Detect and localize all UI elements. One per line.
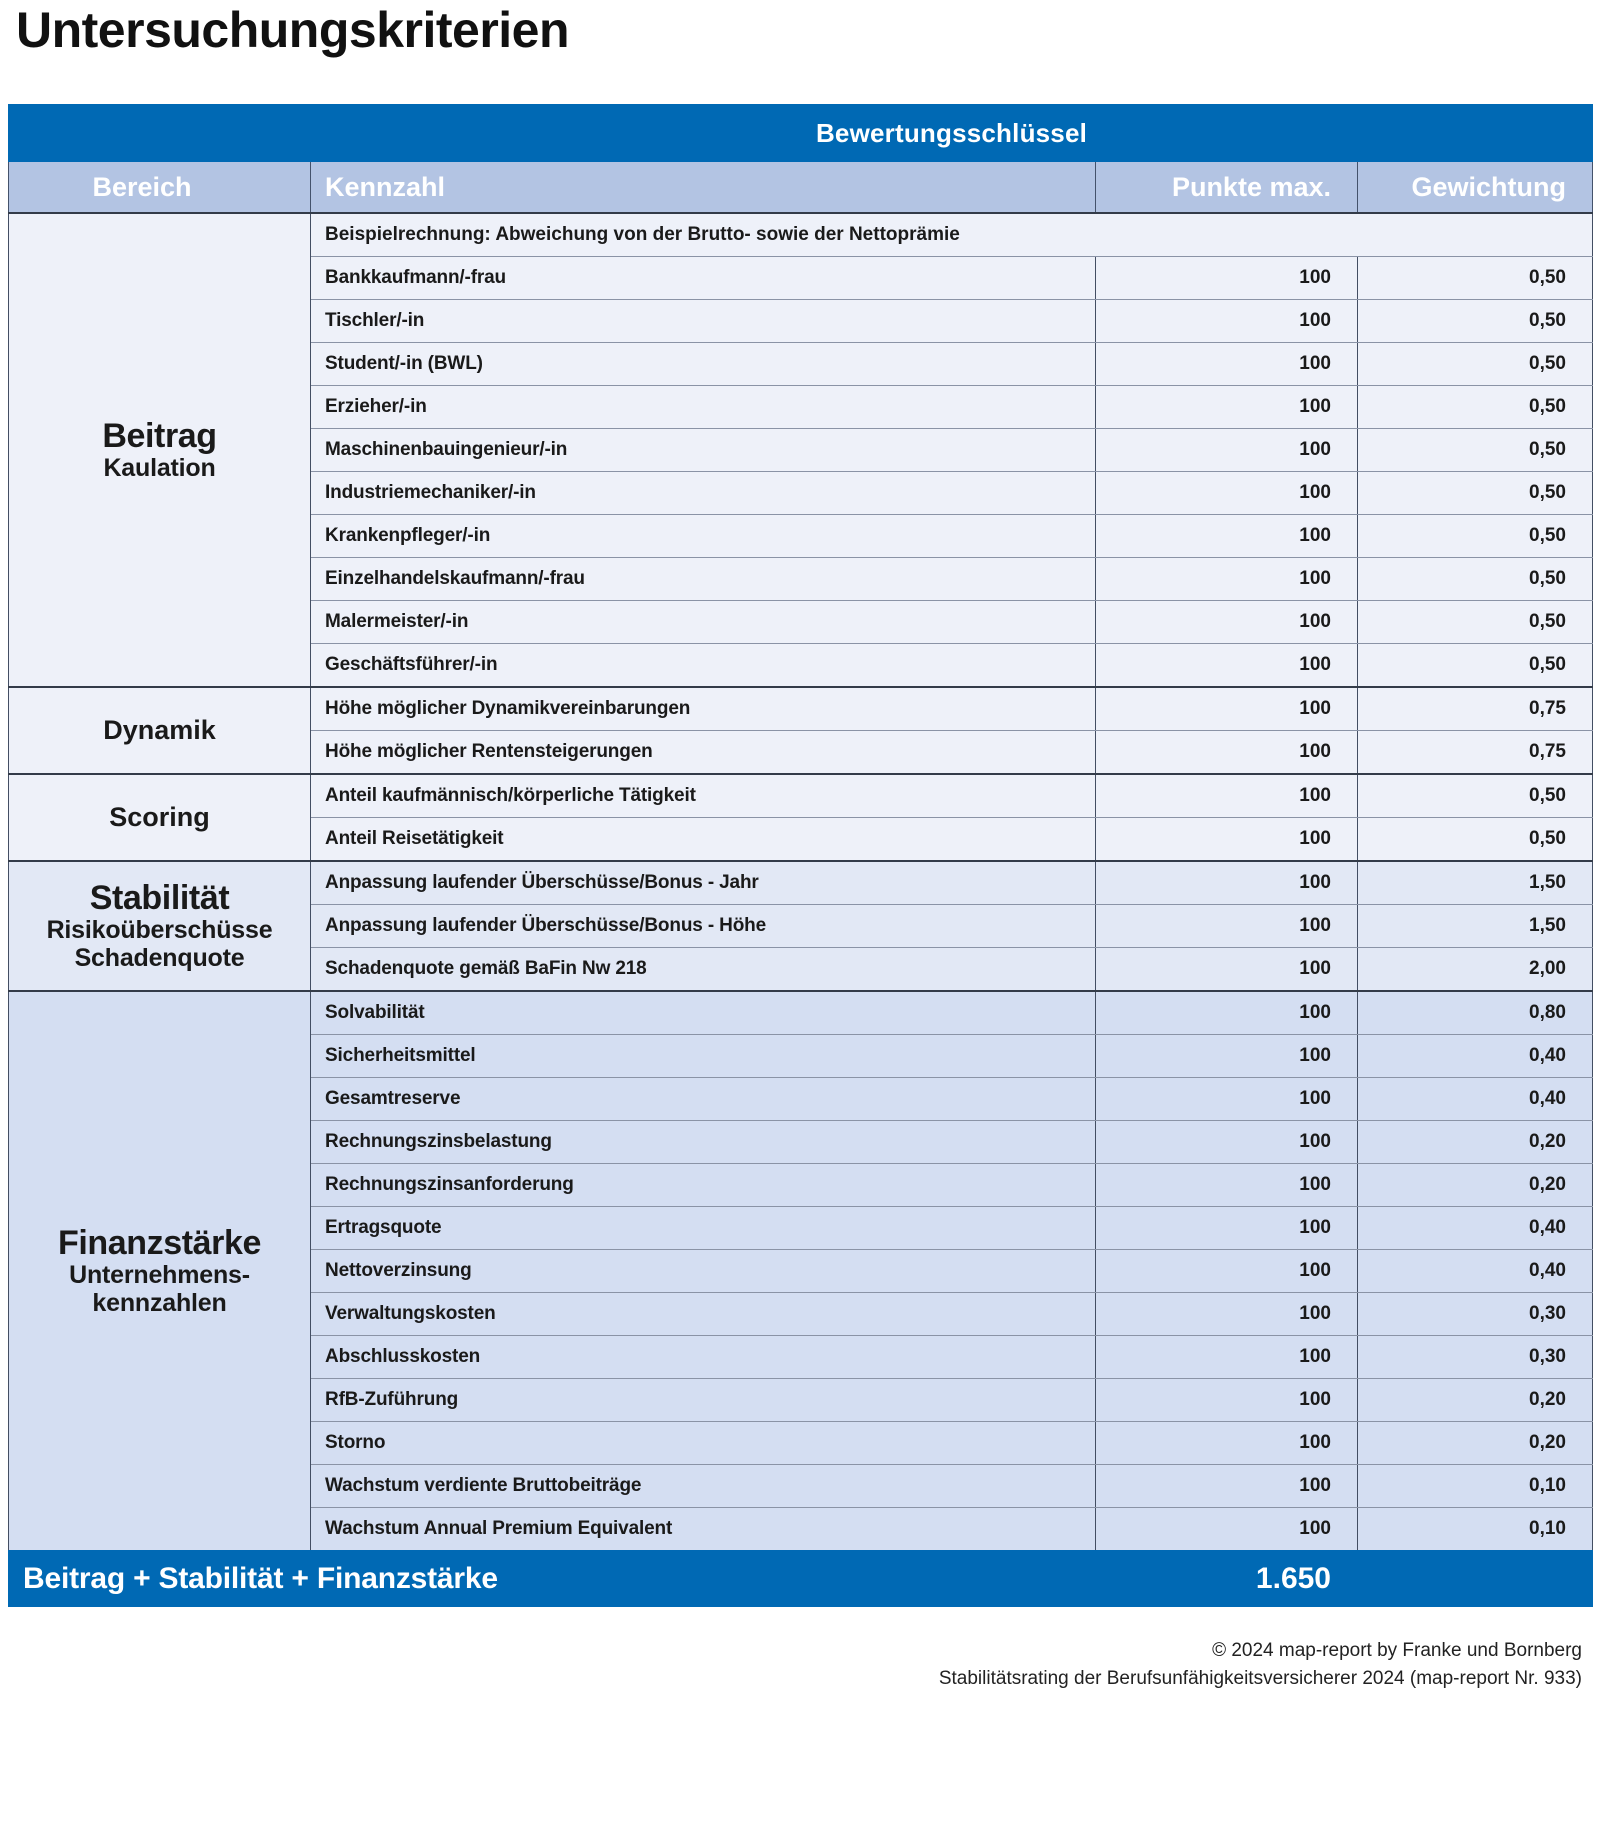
- cell-gewichtung: 2,00: [1358, 948, 1593, 992]
- cell-kennzahl: Höhe möglicher Dynamikvereinbarungen: [311, 687, 1096, 731]
- table-body: [9, 213, 1593, 1551]
- cell-gewichtung: 0,75: [1358, 731, 1593, 775]
- cell-kennzahl: Tischler/-in: [311, 300, 1096, 343]
- group-subtitle-2: kennzahlen: [92, 1289, 227, 1318]
- cell-gewichtung: 0,50: [1358, 774, 1593, 818]
- cell-kennzahl: Rechnungszinsbelastung: [311, 1121, 1096, 1164]
- cell-punkte: 100: [1096, 644, 1358, 688]
- cell-kennzahl: Gesamtreserve: [311, 1078, 1096, 1121]
- group-label-1: [9, 213, 311, 687]
- cell-punkte: 100: [1096, 1250, 1358, 1293]
- cell-kennzahl: Geschäftsführer/-in: [311, 644, 1096, 688]
- cell-punkte: 100: [1096, 1422, 1358, 1465]
- cell-punkte: 100: [1096, 991, 1358, 1035]
- cell-gewichtung: 0,80: [1358, 991, 1593, 1035]
- page-title: Untersuchungskriterien: [16, 2, 570, 58]
- cell-kennzahl: Student/-in (BWL): [311, 343, 1096, 386]
- cell-gewichtung: 1,50: [1358, 861, 1593, 905]
- cell-punkte: 100: [1096, 687, 1358, 731]
- band-title: Bewertungsschlüssel: [311, 105, 1593, 162]
- group-label-5: [9, 991, 311, 1551]
- cell-punkte: 100: [1096, 601, 1358, 644]
- table-row: [9, 861, 1593, 905]
- cell-kennzahl: Erzieher/-in: [311, 386, 1096, 429]
- row-note: Beispielrechnung: Abweichung von der Brutto- sowie der Nettoprämie: [311, 213, 1593, 257]
- cell-punkte: 100: [1096, 386, 1358, 429]
- cell-kennzahl: Krankenpfleger/-in: [311, 515, 1096, 558]
- column-header-row: [9, 162, 1593, 214]
- cell-gewichtung: 0,40: [1358, 1250, 1593, 1293]
- cell-gewichtung: 0,75: [1358, 687, 1593, 731]
- cell-punkte: 100: [1096, 1508, 1358, 1552]
- cell-kennzahl: Anteil Reisetätigkeit: [311, 818, 1096, 862]
- cell-gewichtung: 0,30: [1358, 1336, 1593, 1379]
- cell-kennzahl: Anpassung laufender Überschüsse/Bonus - Jahr: [311, 861, 1096, 905]
- cell-kennzahl: Storno: [311, 1422, 1096, 1465]
- cell-punkte: 100: [1096, 1164, 1358, 1207]
- group-subtitle-1: Unternehmens-: [69, 1261, 250, 1290]
- cell-punkte: 100: [1096, 429, 1358, 472]
- group-label-2: [9, 687, 311, 774]
- cell-gewichtung: 0,50: [1358, 386, 1593, 429]
- cell-gewichtung: 0,50: [1358, 429, 1593, 472]
- total-label: Beitrag + Stabilität + Finanzstärke: [9, 1551, 1096, 1607]
- cell-punkte: 100: [1096, 861, 1358, 905]
- cell-kennzahl: Nettoverzinsung: [311, 1250, 1096, 1293]
- cell-gewichtung: 0,10: [1358, 1465, 1593, 1508]
- cell-punkte: 100: [1096, 1293, 1358, 1336]
- table-row: [9, 213, 1593, 257]
- cell-gewichtung: 0,50: [1358, 644, 1593, 688]
- cell-gewichtung: 0,50: [1358, 515, 1593, 558]
- cell-kennzahl: Maschinenbauingenieur/-in: [311, 429, 1096, 472]
- cell-punkte: 100: [1096, 1379, 1358, 1422]
- cell-gewichtung: 0,20: [1358, 1121, 1593, 1164]
- cell-kennzahl: Ertragsquote: [311, 1207, 1096, 1250]
- cell-gewichtung: 0,50: [1358, 472, 1593, 515]
- cell-gewichtung: 0,50: [1358, 343, 1593, 386]
- total-gewichtung: [1358, 1551, 1593, 1607]
- group-name: Finanzstärke: [57, 1223, 262, 1262]
- criteria-table: [8, 104, 1593, 1607]
- group-name: Scoring: [109, 801, 210, 832]
- cell-gewichtung: 0,10: [1358, 1508, 1593, 1552]
- cell-punkte: 100: [1096, 558, 1358, 601]
- cell-gewichtung: 0,50: [1358, 257, 1593, 300]
- cell-kennzahl: Schadenquote gemäß BaFin Nw 218: [311, 948, 1096, 992]
- cell-kennzahl: Einzelhandelskaufmann/-frau: [311, 558, 1096, 601]
- cell-punkte: 100: [1096, 343, 1358, 386]
- cell-kennzahl: Abschlusskosten: [311, 1336, 1096, 1379]
- cell-gewichtung: 0,40: [1358, 1035, 1593, 1078]
- copyright-footer: [8, 1637, 1592, 1692]
- group-subtitle-1: Risikoüberschüsse: [46, 916, 273, 945]
- footer-line-1: © 2024 map-report by Franke und Bornberg: [1212, 1640, 1582, 1661]
- cell-punkte: 100: [1096, 1336, 1358, 1379]
- table-footer: [9, 1551, 1593, 1607]
- group-subtitle-2: Schadenquote: [74, 944, 245, 973]
- group-name: Stabilität: [89, 878, 230, 917]
- cell-punkte: 100: [1096, 300, 1358, 343]
- cell-gewichtung: 0,20: [1358, 1164, 1593, 1207]
- cell-kennzahl: Industriemechaniker/-in: [311, 472, 1096, 515]
- total-row: [9, 1551, 1593, 1607]
- table-row: [9, 774, 1593, 818]
- group-name: Dynamik: [103, 714, 216, 745]
- cell-punkte: 100: [1096, 1121, 1358, 1164]
- cell-punkte: 100: [1096, 948, 1358, 992]
- cell-kennzahl: RfB-Zuführung: [311, 1379, 1096, 1422]
- group-label-4: [9, 861, 311, 991]
- group-subtitle-1: Kaulation: [103, 454, 216, 483]
- cell-kennzahl: Anpassung laufender Überschüsse/Bonus - Höhe: [311, 905, 1096, 948]
- column-header-kennzahl: Kennzahl: [311, 162, 1096, 214]
- cell-kennzahl: Sicherheitsmittel: [311, 1035, 1096, 1078]
- band-spacer-left: [9, 105, 311, 162]
- cell-gewichtung: 1,50: [1358, 905, 1593, 948]
- group-name: Beitrag: [102, 416, 217, 455]
- cell-punkte: 100: [1096, 731, 1358, 775]
- table-row: [9, 687, 1593, 731]
- cell-gewichtung: 0,50: [1358, 300, 1593, 343]
- table-row: [9, 991, 1593, 1035]
- cell-kennzahl: Wachstum Annual Premium Equivalent: [311, 1508, 1096, 1552]
- cell-punkte: 100: [1096, 818, 1358, 862]
- cell-kennzahl: Solvabilität: [311, 991, 1096, 1035]
- cell-punkte: 100: [1096, 1035, 1358, 1078]
- cell-kennzahl: Rechnungszinsanforderung: [311, 1164, 1096, 1207]
- scoring-key-band: [9, 105, 1593, 162]
- column-header-bereich: Bereich: [9, 162, 311, 214]
- cell-gewichtung: 0,30: [1358, 1293, 1593, 1336]
- table-header: [9, 105, 1593, 214]
- cell-gewichtung: 0,50: [1358, 558, 1593, 601]
- column-header-punkte: Punkte max.: [1096, 162, 1358, 214]
- cell-gewichtung: 0,40: [1358, 1078, 1593, 1121]
- cell-gewichtung: 0,40: [1358, 1207, 1593, 1250]
- group-label-3: [9, 774, 311, 861]
- total-punkte: 1.650: [1096, 1551, 1358, 1607]
- cell-gewichtung: 0,20: [1358, 1422, 1593, 1465]
- cell-punkte: 100: [1096, 1207, 1358, 1250]
- cell-kennzahl: Wachstum verdiente Bruttobeiträge: [311, 1465, 1096, 1508]
- cell-gewichtung: 0,50: [1358, 601, 1593, 644]
- cell-kennzahl: Malermeister/-in: [311, 601, 1096, 644]
- column-header-gewichtung: Gewichtung: [1358, 162, 1593, 214]
- cell-gewichtung: 0,20: [1358, 1379, 1593, 1422]
- cell-punkte: 100: [1096, 515, 1358, 558]
- cell-kennzahl: Anteil kaufmännisch/körperliche Tätigkeit: [311, 774, 1096, 818]
- cell-punkte: 100: [1096, 472, 1358, 515]
- footer-line-2: Stabilitätsrating der Berufsunfähigkeitsversicherer 2024 (map-report Nr. 933): [938, 1667, 1582, 1689]
- cell-punkte: 100: [1096, 1465, 1358, 1508]
- cell-kennzahl: Höhe möglicher Rentensteigerungen: [311, 731, 1096, 775]
- cell-kennzahl: Bankkaufmann/-frau: [311, 257, 1096, 300]
- cell-punkte: 100: [1096, 905, 1358, 948]
- cell-punkte: 100: [1096, 257, 1358, 300]
- cell-punkte: 100: [1096, 1078, 1358, 1121]
- cell-punkte: 100: [1096, 774, 1358, 818]
- cell-kennzahl: Verwaltungskosten: [311, 1293, 1096, 1336]
- cell-gewichtung: 0,50: [1358, 818, 1593, 862]
